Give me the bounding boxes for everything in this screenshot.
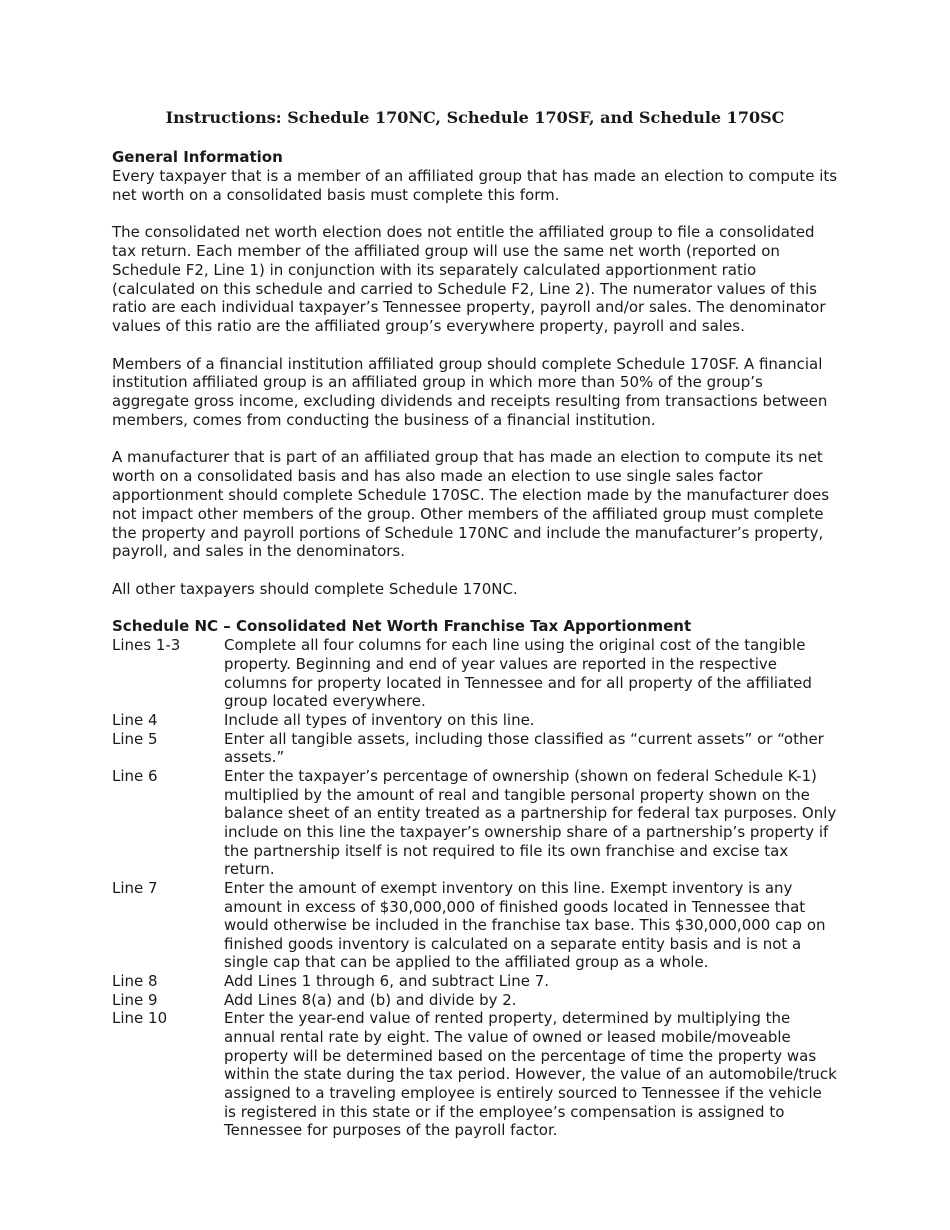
line-label: Line 8 xyxy=(112,972,158,991)
line-instruction-line-8 xyxy=(112,972,838,991)
schedule-nc-heading: Schedule NC – Consolidated Net Worth Franchise Tax Apportionment xyxy=(112,617,692,636)
line-label: Line 4 xyxy=(112,710,158,729)
document-page xyxy=(112,104,838,1140)
paragraph-election-requirement: Every taxpayer that is a member of an affiliated group that has made an election to compute its net worth on a consolidated basis must complete this form. xyxy=(112,167,838,204)
paragraph-manufacturer: A manufacturer that is part of an affiliated group that has made an election to compute its net worth on a consolidated basis and has also made an election to use single sales factor apportionment should complete Schedule 170SC. The election made by the manufacturer does not impact other members of the group. Other members of the affiliated group must complete the property and payroll portions of Schedule 170NC and include the manufacturer’s property, payroll, and sales in the denominators. xyxy=(112,448,830,561)
line-text: Enter all tangible assets, including those classified as “current assets” or “other assets.” xyxy=(224,729,824,767)
line-text: Enter the amount of exempt inventory on this line. Exempt inventory is any amount in excess of $30,000,000 of finished goods located in Tennessee that would otherwise be included in the franchise tax base. This $30,000,000 cap on finished goods inventory is calculated on a separate entity basis and is not a single cap that can be applied to the affiliated group as a whole. xyxy=(224,878,826,972)
line-text: Add Lines 1 through 6, and subtract Line 7. xyxy=(224,972,550,991)
line-instruction-lines-1-3 xyxy=(112,636,838,711)
line-instruction-line-7 xyxy=(112,879,838,972)
line-text: Enter the year-end value of rented property, determined by multiplying the annual rental rate by eight. The value of owned or leased mobile/moveable property will be determined based on the percentage of time the property was within the state during the tax period. However, the value of an automobile/truck assigned to a traveling employee is entirely sourced to Tennessee if the vehicle is registered in this state or if the employee’s compensation is assigned to Tennessee for purposes of the payroll factor. xyxy=(224,1009,837,1140)
line-instruction-line-6 xyxy=(112,767,838,879)
line-text: Complete all four columns for each line using the original cost of the tangible property. Beginning and end of year values are reported in the respective columns for property located in Tennessee and for all property of the affiliated group located everywhere. xyxy=(224,636,812,711)
line-instructions-list xyxy=(112,636,838,1140)
line-instruction-line-5 xyxy=(112,730,838,767)
line-instruction-line-10 xyxy=(112,1009,838,1140)
line-label: Line 6 xyxy=(112,766,158,785)
line-label: Line 5 xyxy=(112,729,158,748)
paragraph-other-taxpayers: All other taxpayers should complete Schedule 170NC. xyxy=(112,579,518,598)
line-instruction-line-4 xyxy=(112,711,838,730)
line-instruction-line-9 xyxy=(112,991,838,1010)
schedule-nc-section xyxy=(112,617,838,1140)
paragraph-financial-institution: Members of a financial institution affiliated group should complete Schedule 170SF. A financial institution affiliated group is an affiliated group in which more than 50% of the group’s aggregate gross income, excluding dividends and receipts resulting from transactions between members, comes from conducting the business of a financial institution. xyxy=(112,354,828,429)
general-information-section xyxy=(112,148,838,599)
document-title: Instructions: Schedule 170NC, Schedule 170SF, and Schedule 170SC xyxy=(165,108,785,127)
line-text: Include all types of inventory on this line. xyxy=(224,710,535,729)
line-label: Line 9 xyxy=(112,990,158,1009)
general-information-heading: General Information xyxy=(112,148,283,166)
line-label: Line 10 xyxy=(112,1009,168,1028)
line-text: Add Lines 8(a) and (b) and divide by 2. xyxy=(224,990,517,1009)
line-label: Line 7 xyxy=(112,878,158,897)
line-label: Lines 1-3 xyxy=(112,636,181,655)
paragraph-consolidated-net-worth: The consolidated net worth election does not entitle the affiliated group to file a consolidated tax return. Each member of the affiliated group will use the same net worth (reported on Schedule F2, Line 1) in conjunction with its separately calculated apportionment ratio (calculated on this schedule and carried to Schedule F2, Line 2). The numerator values of this ratio are each individual taxpayer’s Tennessee property, payroll and/or sales. The denominator values of this ratio are the affiliated group’s everywhere property, payroll and sales. xyxy=(112,223,826,336)
line-text: Enter the taxpayer’s percentage of ownership (shown on federal Schedule K-1) multiplied by the amount of real and tangible personal property shown on the balance sheet of an entity treated as a partnership for federal tax purposes. Only include on this line the taxpayer’s ownership share of a partnership’s property if the partnership itself is not required to file its own franchise and excise tax return. xyxy=(224,766,837,879)
